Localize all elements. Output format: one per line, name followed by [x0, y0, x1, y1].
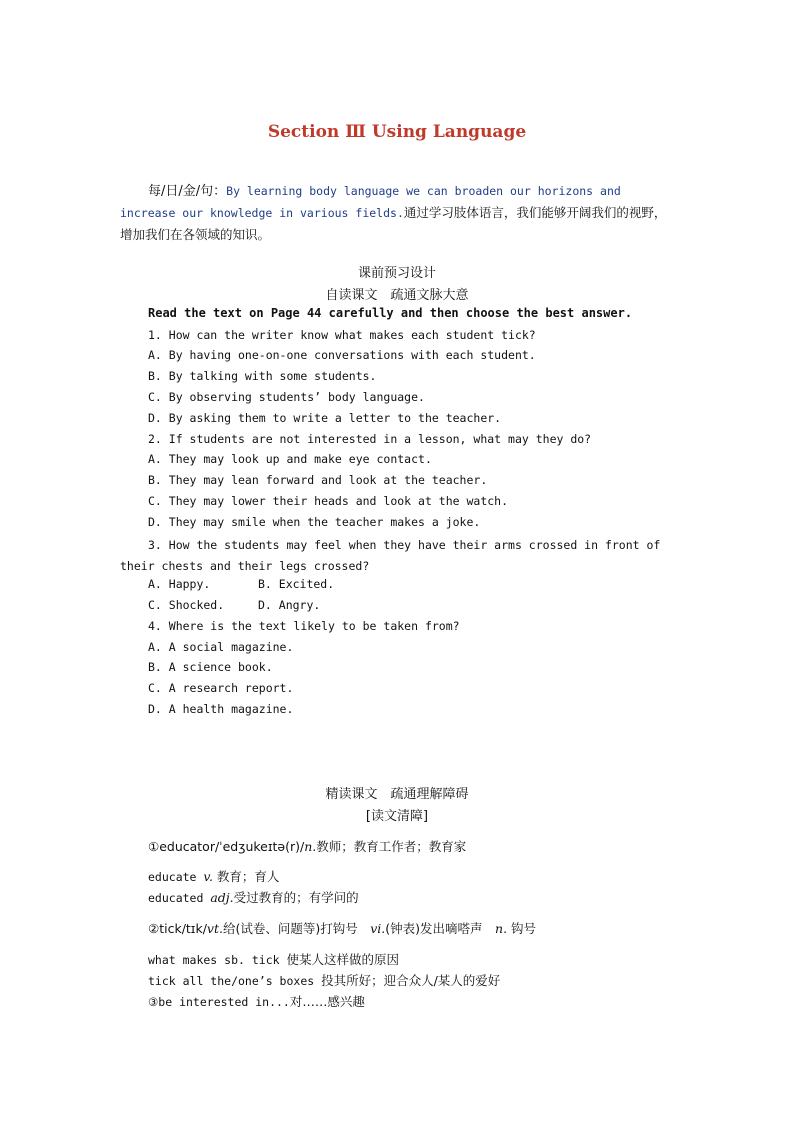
q4-option-d: D. A health magazine. [148, 702, 294, 716]
q3-option-b: B. Excited. [258, 577, 335, 591]
daily-motto [120, 180, 676, 245]
question-2: 2. If students are not interested in a lesson, what may they do? [148, 432, 592, 446]
q1-option-a: A. By having one-on-one conversations with each student. [148, 348, 536, 362]
phrase-interested-in: ③be interested in...对……感兴趣 [148, 994, 365, 1009]
q2-option-c: C. They may lower their heads and look at the watch. [148, 494, 509, 508]
q3-option-a: A. Happy. [148, 577, 211, 591]
vocab-tick: ②tick/tɪk/vt.给(试卷、问题等)打钩号 vi.(钟表)发出嘀嗒声 n. 钩号 [148, 921, 537, 936]
vocab-educator: ①educator/ˈedʒukeɪtə(r)/n.教师；教育工作者；教育家 [148, 839, 467, 854]
phrase-what-makes-tick: what makes sb. tick 使某人这样做的原因 [148, 952, 399, 967]
q3-option-d: D. Angry. [258, 598, 321, 612]
section-title: Section Ⅲ Using Language [267, 122, 527, 142]
q2-option-b: B. They may lean forward and look at the teacher. [148, 473, 488, 487]
question-1: 1. How can the writer know what makes each student tick? [148, 328, 536, 342]
q2-option-d: D. They may smile when the teacher makes a joke. [148, 515, 481, 529]
q1-option-d: D. By asking them to write a letter to the teacher. [148, 411, 502, 425]
instruction: Read the text on Page 44 carefully and then choose the best answer. [148, 306, 633, 320]
phrase-tick-boxes: tick all the/one’s boxes 投其所好；迎合众人/某人的爱好 [148, 973, 501, 988]
motto-label: 每/日/金/句： [148, 184, 227, 199]
vocab-educated: educated adj.受过教育的；有学问的 [148, 890, 359, 905]
q4-option-b: B. A science book. [148, 660, 273, 674]
q1-option-c: C. By observing students’ body language. [148, 390, 425, 404]
motto-english: By learning body language we can broaden our horizons and increase our knowledge in various fields. [120, 184, 621, 220]
preview-subheading: 自读课文 疏通文脉大意 [325, 288, 469, 303]
question-4: 4. Where is the text likely to be taken from? [148, 619, 460, 633]
intensive-heading: 精读课文 疏通理解障碍 [325, 787, 469, 802]
vocab-educate: educate v. 教育；育人 [148, 869, 280, 884]
question-3: 3. How the students may feel when they have their arms crossed in front of their chests and their legs crossed? [120, 538, 661, 573]
intensive-subheading: [读文清障] [365, 809, 429, 824]
q1-option-b: B. By talking with some students. [148, 369, 377, 383]
q3-option-c: C. Shocked. [148, 598, 225, 612]
q2-option-a: A. They may look up and make eye contact. [148, 452, 432, 466]
motto-chinese: 通过学习肢体语言，我们能够开阔我们的视野，增加我们在各领域的知识。 [120, 205, 667, 242]
q4-option-c: C. A research report. [148, 681, 294, 695]
preview-heading: 课前预习设计 [357, 266, 436, 281]
q4-option-a: A. A social magazine. [148, 640, 294, 654]
